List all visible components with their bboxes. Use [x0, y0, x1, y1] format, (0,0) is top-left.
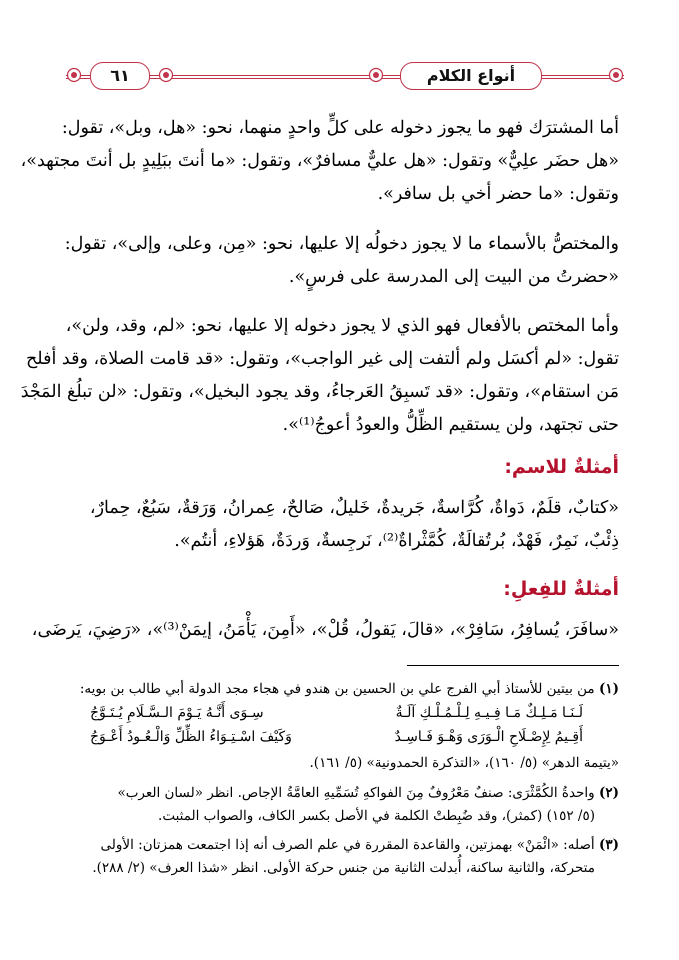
text-line: وأما المختص بالأفعال فهو الذي لا يجوز دخوله إلا عليها، نحو: «لم، وقد، ولن»،: [65, 316, 619, 336]
footnote-text: أصله: «ائْمَنْ» بهمزتين، والقاعدة المقررة في علم الصرف أنه إذا اجتمعت همزتان: الأولى: [100, 837, 595, 853]
text-line: تقول: «لم أكسَل ولم ألتفت إلى غير الواجب»، وتقول: «قد قامت الصلاة، وقد أفلح: [26, 349, 619, 369]
verse-hemistich: وَكَيْفَ اسْـتِـوَاءُ الظِّلِّ وَالْـعُـودُ أَعْـوَجُ: [90, 729, 292, 745]
verse-hemistich: لَـنَـا مَـلِـكٌ مَـا فِـيـهِ لِـلْـمُـلْـكِ آلَـةٌ: [395, 705, 583, 721]
ornament-icon: [66, 67, 82, 83]
noun-examples: [51, 492, 619, 558]
footnote-separator: [407, 665, 619, 666]
paragraph-verb-particles: [20, 310, 619, 442]
running-header: [66, 62, 624, 90]
footnote-line: (٥/ ١٥٢) (كمثر)، وقد ضُبِطتْ الكلمة في الأصل بكسر الكاف، والصواب المثبت.: [158, 808, 595, 824]
footnote-text: من بيتين للأستاذ أبي الفرج علي بن الحسين بن هندو في هجاء مجد الدولة أبي طالب بن بويه:: [79, 681, 595, 697]
footnote-line: [51, 834, 619, 857]
footnote-1-source: [51, 752, 619, 775]
footnote-3: [51, 834, 619, 880]
text-line: «كتابٌ، قلَمٌ، دَواةٌ، كُرَّاسةٌ، جَريدةٌ، خَليلٌ، صَالحٌ، عِمرانُ، وَرَقةٌ، سَبُعٌ، حِمارٌ،: [89, 498, 619, 518]
verse-hemistich: أَقِـيمُ لِإِصْـلَاحِ الْـوَرَى وَهْـوَ فَـاسِـدٌ: [394, 729, 583, 745]
footnote-line: [51, 782, 619, 805]
paragraph-noun-particles: [51, 228, 619, 294]
text-line: والمختصُّ بالأسماء ما لا يجوز دخولُه إلا عليها، نحو: «مِن، وعلى، وإلى»، تقول:: [64, 234, 619, 254]
verse-hemistich: سِـوَى أَنَّـهُ يَـوْمَ الـسَّـلَامِ يُـتَـوَّجُ: [90, 705, 264, 721]
heading-noun-examples: أمثلةٌ للاسم:: [504, 456, 619, 478]
verb-examples: [31, 614, 619, 647]
text-line: «حضرتُ من البيت إلى المدرسة على فرسٍ».: [288, 267, 619, 287]
text-line: حتى تجتهد، ولن يستقيم الظِّلُّ والعودُ أعوجُ⁽¹⁾».: [282, 415, 619, 435]
footnote-text: واحدةُ الكُمَّثْرَى: صنفٌ مَعْرُوفٌ مِنَ الفواكهِ تُسَمِّيهِ العامَّةُ الإجاص. انظر «لسان العرب»: [117, 785, 595, 801]
ornament-icon: [608, 67, 624, 83]
text-line: وتقول: «ما حضر أخي بل سافر».: [377, 184, 619, 204]
footnote-line: «يتيمة الدهر» (٥/ ١٦٠)، «التذكرة الحمدونية» (٥/ ١٦١).: [309, 755, 619, 771]
page-number: ٦١: [90, 62, 150, 90]
footnote-number: (٣): [598, 837, 619, 853]
footnote-number: (٢): [598, 785, 619, 801]
footnote-number: (١): [598, 681, 619, 697]
chapter-title: أنواع الكلام: [400, 62, 542, 90]
text-line: ذِئْبٌ، نَمِرٌ، فَهْدٌ، بُرتُقالَةٌ، كُمَّثْراةٌ⁽²⁾، نَرجِسةٌ، وَردَةٌ، هَؤلاءِ، أنتُم».: [174, 531, 619, 551]
paragraph-shared-particles: [20, 112, 619, 211]
footnote-line: متحركة، والثانية ساكنة، أُبدلت الثانية من جنس حركة الأولى. انظر «شذا العرف» (٢/ ٢٨٨).: [92, 860, 595, 876]
footnote-2: [51, 782, 619, 828]
text-line: أما المشترَك فهو ما يجوز دخوله على كلٍّ واحدٍ منهما، نحو: «هل، وبل»، تقول:: [61, 118, 619, 138]
footnote-1: [51, 678, 619, 701]
ornament-icon: [368, 67, 384, 83]
text-line: مَن استقام»، وتقول: «قد تَسبِقُ العَرجاءُ، وقد يجود البخيل»، وتقول: «لن تبلُغ المَجْدَ: [20, 382, 619, 402]
heading-verb-examples: أمثلةٌ للفِعلِ:: [503, 578, 619, 600]
footnote-line: [51, 678, 619, 701]
ornament-icon: [158, 67, 174, 83]
text-line: «هل حضَر علِيٌّ» وتقول: «هل عليٌّ مسافرٌ»، وتقول: «ما أنتَ ببَلِيدٍ بل أنتَ مجتهد»،: [20, 151, 619, 171]
text-line: «سافَرَ، يُسافِرُ، سَافِرْ»، «قالَ، يَقولُ، قُلْ»، «أَمِنَ، يَأْمَنُ، إيمَنْ⁽³⁾»، «رَضِيَ، يَرضَى،: [31, 620, 619, 640]
